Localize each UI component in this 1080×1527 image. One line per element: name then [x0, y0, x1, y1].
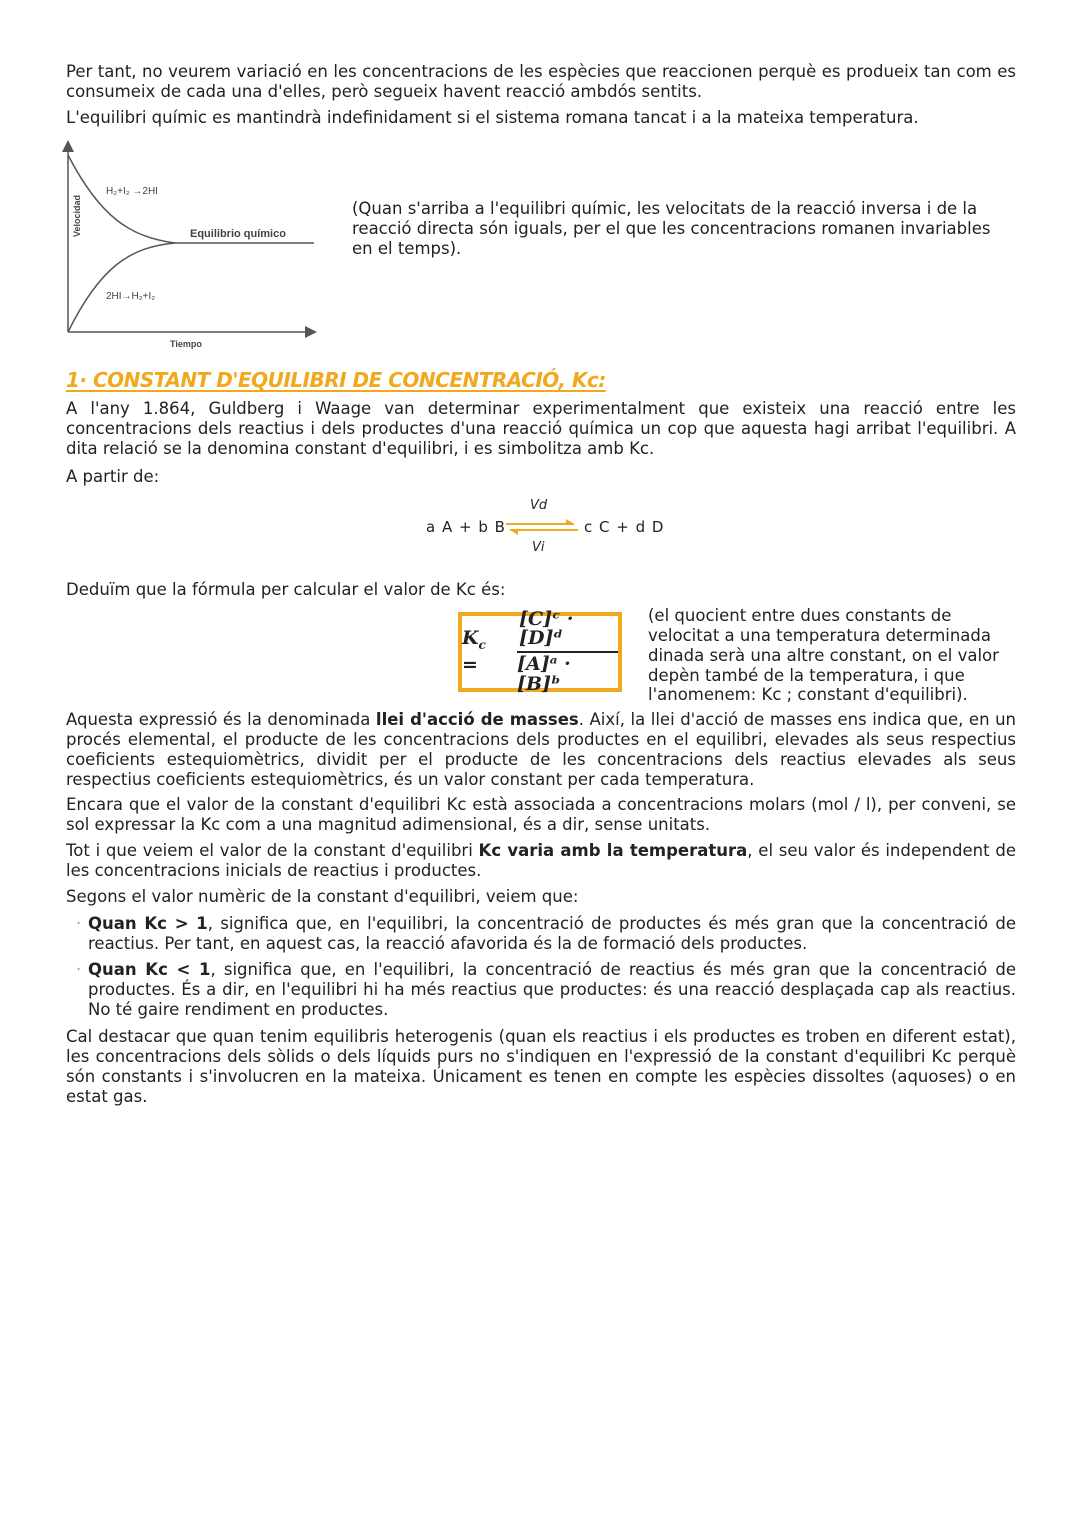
- reaction-products: c C + d D: [584, 518, 665, 537]
- document-page: [66, 62, 1016, 1107]
- figure-row: [66, 137, 1016, 365]
- intro-paragraph-1: Per tant, no veurem variació en les concentracions de les espècies que reaccionen perquè es produeix tan com es consumeix de cada una d'elles, però segueix havent reacció ambdós sentits.: [66, 62, 1016, 101]
- y-axis-label: Velocidad: [72, 195, 82, 238]
- kc-formula-box: [458, 607, 622, 695]
- inverse-rate-label: Vi: [532, 540, 545, 556]
- reaction-equation: [66, 494, 1016, 580]
- forward-curve: [68, 155, 175, 243]
- forward-reaction-label: H₂+I₂ →2HI: [106, 186, 158, 198]
- formula-denominator: [A]ᵃ · [B]ᵇ: [516, 653, 571, 695]
- bullet-icon: ·: [76, 914, 82, 934]
- from-label: A partir de:: [66, 466, 160, 486]
- masses-paragraph: Aquesta expressió és la denominada llei d'acció de masses. Així, la llei d'acció de masses ens indica que, en un procés elemental, el producte de les concentracions dels productes en el equilibri, elevades als seus respectius coeficients estequiomètrics, dividit per el producte de les concentracions dels reactius elevades als seus respectius coeficients estequiomètrics, és un valor constant per cada temperatura.: [66, 710, 1016, 789]
- velocity-time-graph: [50, 137, 320, 357]
- formula-kc: $K_c$ =: [462, 626, 486, 676]
- reaction-reactants: a A + b B: [426, 518, 506, 537]
- graph-caption: (Quan s'arriba a l'equilibri químic, les velocitats de la reacció inversa i de la reacció directa són iguals, per el que les concentracions romanen invariables en el temps).: [352, 199, 991, 258]
- direct-rate-label: Vd: [530, 498, 548, 514]
- formula-note: (el quocient entre dues constants de velocitat a una temperatura determinada dinada serà una altre constant, on el valor depèn també de la temperatura, i que l'anomenem: Kc ; constant d'equilibri).: [648, 606, 999, 705]
- section-heading: 1· CONSTANT D'EQUILIBRI DE CONCENTRACIÓ, Kc:: [66, 368, 606, 393]
- reverse-curve: [68, 243, 175, 332]
- formula-numerator: [C]ᶜ · [D]ᵈ: [517, 610, 618, 654]
- list-item: · Quan Kc < 1, significa que, en l'equilibri, la concentració de reactius és més gran que la concentració de productes. És a dir, en l'equilibri hi ha més reactius que productes: és una reacció desplaçada cap als reactius. No té gaire rendiment en productes.: [76, 959, 1016, 1019]
- bullet-icon: ·: [76, 959, 82, 979]
- x-axis-label: Tiempo: [170, 339, 202, 350]
- formula-fraction: [516, 607, 618, 695]
- units-paragraph: Encara que el valor de la constant d'equilibri Kc està associada a concentracions molars (mol / l), per conveni, se sol expressar la Kc com a una magnitud adimensional, és a dir, sense unitats.: [66, 795, 1016, 835]
- temperature-paragraph: Tot i que veiem el valor de la constant d'equilibri Kc varia amb la temperatura, el seu valor és independent de les concentracions inicials de reactius i productes.: [66, 840, 1016, 880]
- kc-bullet-list: [66, 914, 1016, 1019]
- section-paragraph-1: A l'any 1.864, Guldberg i Waage van determinar experimentalment que existeix una reacció entre les concentracions dels reactius i dels productes d'una reacció química un cop que aquesta hagi arribat l'equilibri. A dita relació se la denomina constant d'equilibri, i es simbolitza amb Kc.: [66, 399, 1016, 458]
- reverse-reaction-label: 2HI→H₂+I₂: [106, 291, 156, 303]
- equilibrium-label: Equilibrio químico: [190, 228, 286, 241]
- list-item: · Quan Kc > 1, significa que, en l'equilibri, la concentració de productes és més gran que la concentració de reactius. Per tant, en aquest cas, la reacció afavorida és la de formació dels productes.: [76, 914, 1016, 954]
- formula-row: [66, 606, 1016, 710]
- intro-paragraph-2: L'equilibri químic es mantindrà indefinidament si el sistema romana tancat i a la mateixa temperatura.: [66, 107, 919, 127]
- deduce-paragraph: Deduïm que la fórmula per calcular el valor de Kc és:: [66, 580, 506, 600]
- segons-paragraph: Segons el valor numèric de la constant d'equilibri, veiem que:: [66, 886, 579, 906]
- final-paragraph: Cal destacar que quan tenim equilibris heterogenis (quan els reactius i els productes es troben en diferent estat), les concentracions dels sòlids o dels líquids purs no s'indiquen en l'expressió de la constant d'equilibri Kc perquè són constants i s'involucren en la mateixa. Únicament es tenen en compte les espècies dissoltes (aquoses) o en estat gas.: [66, 1027, 1016, 1106]
